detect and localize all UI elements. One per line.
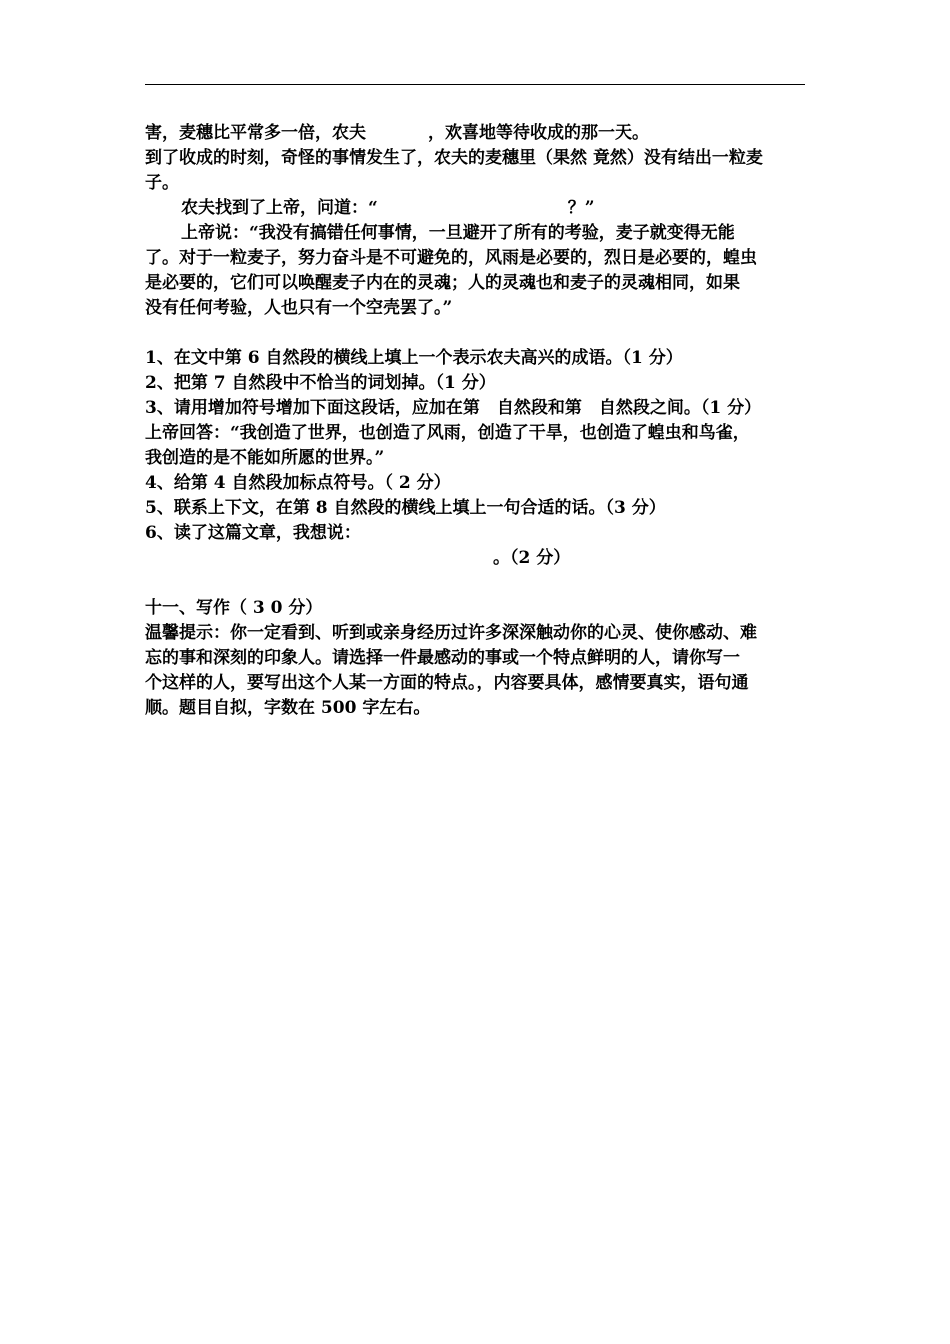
passage [145, 121, 807, 321]
writing-prompt-line: 温馨提示：你一定看到、听到或亲身经历过许多深深触动你的心灵、使你感动、难 [145, 623, 757, 643]
question-3-quote: 上帝回答：“我创造了世界，也创造了风雨，创造了干旱，也创造了蝗虫和鸟雀， [145, 423, 750, 443]
question-3: 3、请用增加符号增加下面这段话，应加在第 自然段和第 自然段之间。（1 分） [145, 398, 762, 418]
writing-prompt-line: 忘的事和深刻的印象人。请选择一件最感动的事或一个特点鲜明的人，请你写一 [145, 648, 740, 668]
passage-line: 上帝说：“我没有搞错任何事情，一旦避开了所有的考验，麦子就变得无能 [181, 223, 735, 243]
passage-text: ，欢喜地等待收成的那一天。 [428, 123, 649, 143]
passage-line [145, 121, 807, 146]
passage-line: 是必要的，它们可以唤醒麦子内在的灵魂；人的灵魂也和麦子的灵魂相同，如果 [145, 273, 740, 293]
writing-section [145, 596, 807, 721]
document-body [145, 121, 807, 721]
question-3-quote: 我创造的是不能如所愿的世界。” [145, 448, 385, 468]
question-2: 2、把第 7 自然段中不恰当的词划掉。（1 分） [145, 373, 496, 393]
passage-line: 到了收成的时刻，奇怪的事情发生了，农夫的麦穗里（果然 竟然）没有结出一粒麦 [145, 148, 763, 168]
header-rule [145, 84, 805, 85]
passage-line [145, 196, 807, 221]
question-6-ending: 。（2 分） [493, 548, 571, 568]
spacer [145, 571, 807, 596]
passage-line: 了。对于一粒麦子，努力奋斗是不可避免的，风雨是必要的，烈日是必要的，蝗虫 [145, 248, 757, 268]
section-title: 十一、写作（ 3 0 分） [145, 598, 323, 618]
passage-line: 子。 [145, 173, 179, 193]
question-4: 4、给第 4 自然段加标点符号。（ 2 分） [145, 473, 451, 493]
passage-text: ？” [567, 198, 595, 218]
writing-prompt-line: 顺。题目自拟，字数在 500 字左右。 [145, 698, 431, 718]
question-1: 1、在文中第 6 自然段的横线上填上一个表示农夫高兴的成语。（1 分） [145, 348, 683, 368]
questions [145, 346, 807, 571]
spacer [145, 321, 807, 346]
passage-text: 害，麦穗比平常多一倍，农夫 [145, 123, 366, 143]
passage-text: 农夫找到了上帝，问道：“ [181, 198, 378, 218]
passage-line: 没有任何考验，人也只有一个空壳罢了。” [145, 298, 453, 318]
question-6: 6、读了这篇文章，我想说： [145, 523, 361, 543]
writing-prompt-line: 个这样的人，要写出这个人某一方面的特点。，内容要具体，感情要真实，语句通 [145, 673, 749, 693]
question-5: 5、联系上下文，在第 8 自然段的横线上填上一句合适的话。（3 分） [145, 498, 666, 518]
